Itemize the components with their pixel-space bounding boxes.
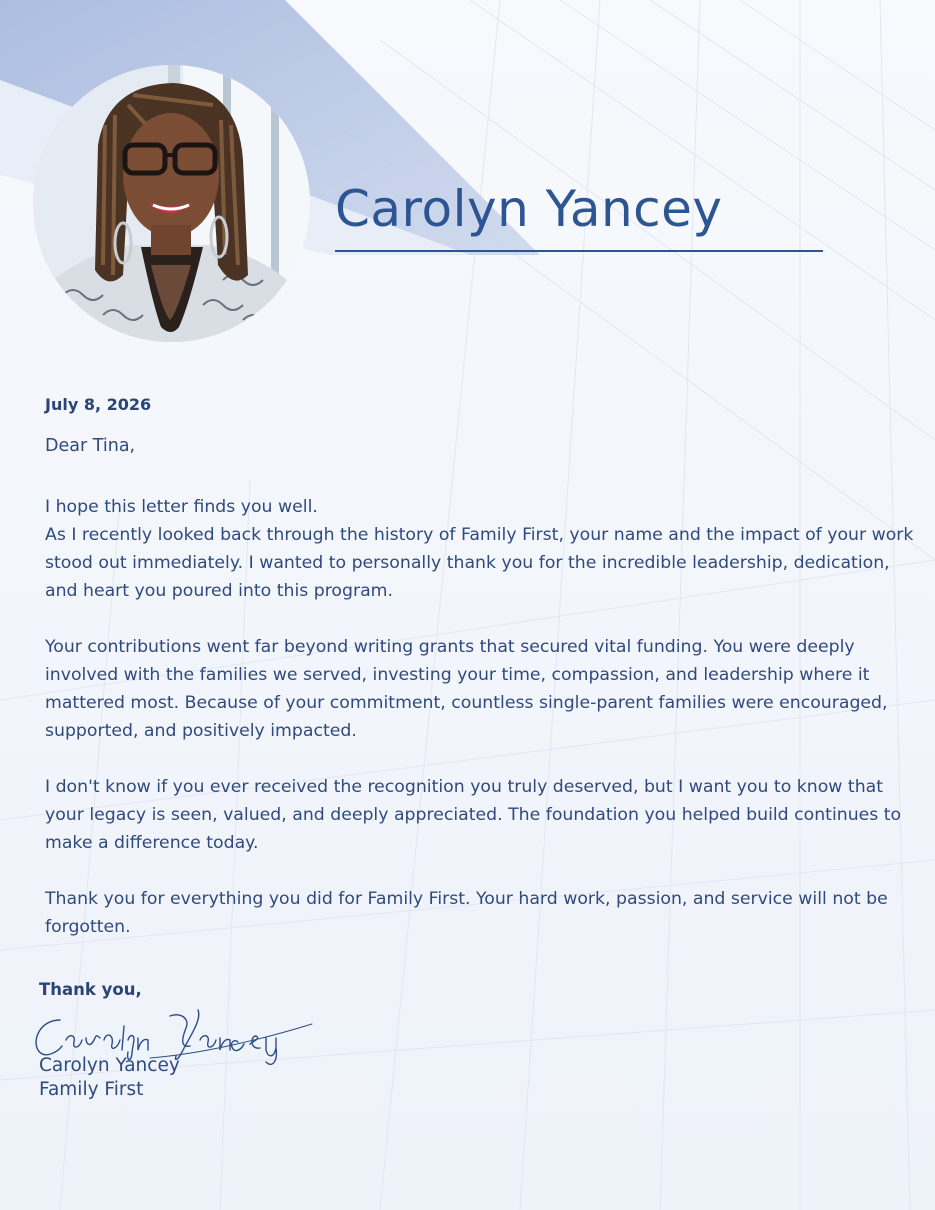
letter-paragraph-1-line-1: I hope this letter finds you well. [45,497,318,517]
letter-greeting: Dear Tina, [45,436,136,456]
letter-paragraph-1 [45,493,915,605]
letter-paragraph-2: Your contributions went far beyond writing grants that secured vital funding. You were deeply involved with the families we served, investing your time, compassion, and leadership where it mattered most. Because of your commitment, countless single-parent families were encouraged, supported, and positively impacted. [45,637,888,741]
portrait-photo [33,65,310,342]
letter-closing: Thank you, [39,980,142,999]
header-name: Carolyn Yancey [335,180,723,238]
letter-date: July 8, 2026 [45,395,152,414]
letter-body [45,493,915,969]
letter-paragraph-1-line-2: As I recently looked back through the history of Family First, your name and the impact of your work stood out immediately. I wanted to personally thank you for the incredible leadership, dedication, and heart you poured into this program. [45,525,914,601]
signer-organization: Family First [39,1079,144,1100]
header-underline [335,250,823,252]
portrait-photo-icon [33,65,310,342]
letter-paragraph-3: I don't know if you ever received the recognition you truly deserved, but I want you to know that your legacy is seen, valued, and deeply appreciated. The foundation you helped build continues to make a difference today. [45,777,902,853]
signer-name: Carolyn Yancey [39,1055,180,1076]
letter-paragraph-4: Thank you for everything you did for Family First. Your hard work, passion, and service will not be forgotten. [45,889,888,937]
